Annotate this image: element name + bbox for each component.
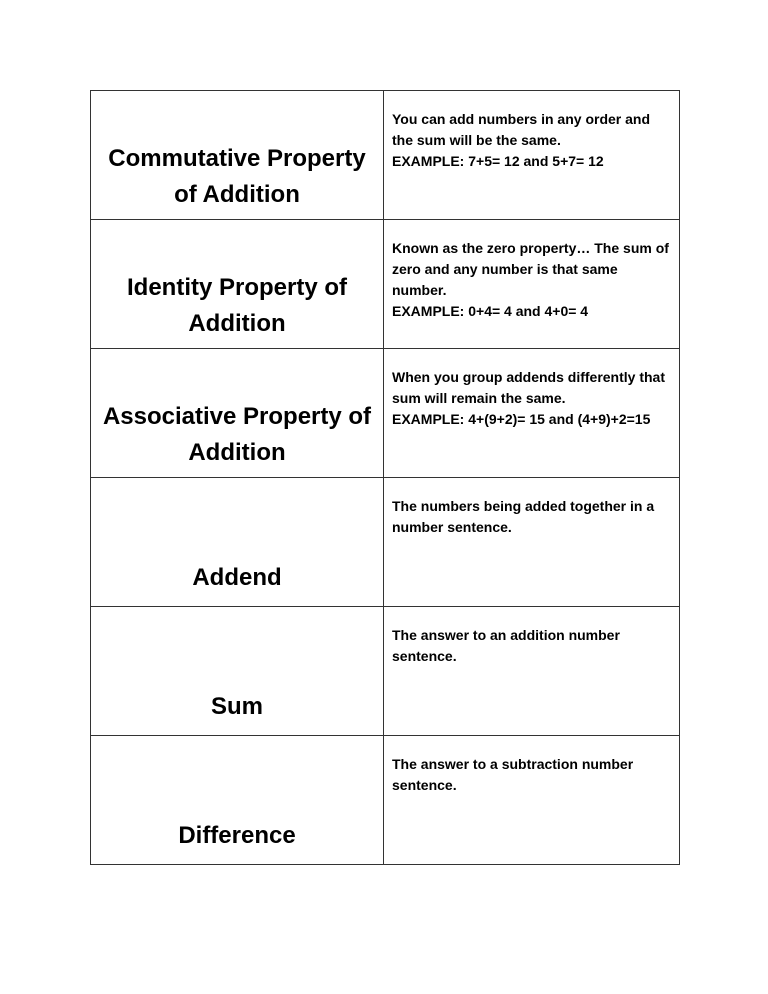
term-cell [91,220,384,349]
definition-text: When you group addends differently that sum will remain the same. [392,369,665,406]
card-row [91,478,680,607]
term-heading: Addend [192,564,282,591]
definition-text: Known as the zero property… The sum of zero and any number is that same number. [392,240,669,298]
term-heading: Identity Property of Addition [126,274,348,337]
term-heading: Difference [178,822,296,849]
vocabulary-card-table [90,90,680,865]
card-row [91,91,680,220]
example-text: EXAMPLE: 0+4= 4 and 4+0= 4 [392,303,589,319]
definition-cell [384,736,680,865]
definition-cell [384,478,680,607]
term-heading: Associative Property of Addition [102,403,372,466]
card-row [91,607,680,736]
definition-text: The numbers being added together in a number sentence. [392,498,655,535]
definition-text: The answer to an addition number sentence. [392,627,620,664]
term-cell [91,349,384,478]
card-row [91,220,680,349]
term-cell [91,736,384,865]
term-heading: Commutative Property of Addition [108,145,366,208]
term-cell [91,91,384,220]
definition-text: You can add numbers in any order and the sum will be the same. [392,111,651,148]
definition-cell [384,607,680,736]
card-row [91,349,680,478]
example-text: EXAMPLE: 4+(9+2)= 15 and (4+9)+2=15 [392,411,651,427]
term-cell [91,607,384,736]
definition-cell [384,91,680,220]
definition-cell [384,220,680,349]
term-cell [91,478,384,607]
card-row [91,736,680,865]
definition-cell [384,349,680,478]
example-text: EXAMPLE: 7+5= 12 and 5+7= 12 [392,153,604,169]
term-heading: Sum [210,693,263,720]
definition-text: The answer to a subtraction number sentence. [392,756,634,793]
